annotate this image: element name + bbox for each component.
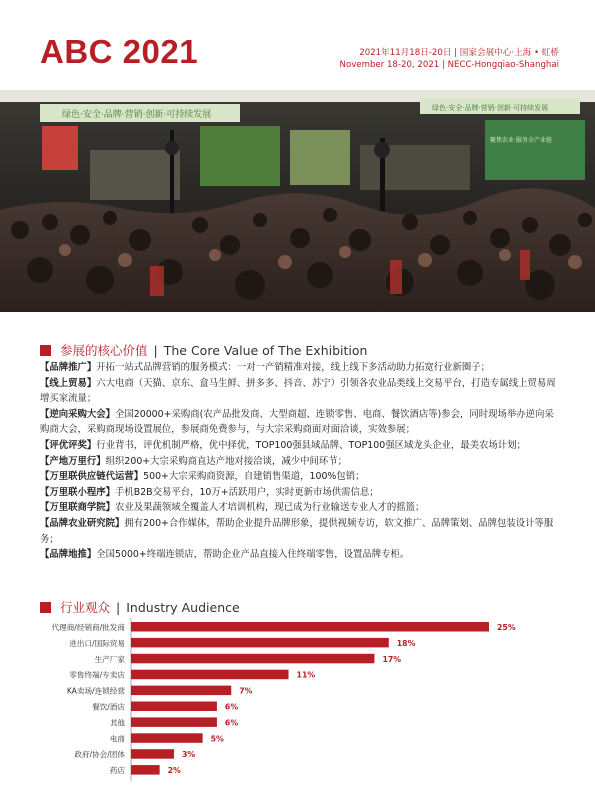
data-label: 2% [167,766,181,776]
audience-chart-svg [0,618,595,784]
bar [131,686,231,696]
core-value-item [40,360,560,376]
audience-title-en: Industry Audience [126,599,240,615]
core-value-text: 农业及果蔬领域全覆盖人才培训机构，现已成为行业输送专业人才的摇篮； [115,502,425,514]
core-value-tag: 【线上贸易】 [40,377,97,389]
core-value-tag: 【产地万里行】 [40,455,106,467]
core-value-item [40,547,560,563]
core-value-item [40,438,560,454]
event-date-venue-cn: 2021年11月18日-20日 | 国家会展中心·上海 • 虹桥 [359,48,559,58]
core-value-tag: 【品牌地推】 [40,549,97,561]
core-value-text: 全国5000+终端连锁店，帮助企业产品直接入住终端零售，设置品牌专柜。 [96,549,410,561]
core-value-tag: 【评优评奖】 [40,439,97,451]
core-value-item [40,407,560,438]
exhibition-crowd-photo [0,90,595,312]
audience-bar-chart [0,618,595,784]
bar [131,733,203,743]
core-value-text: 拥有200+合作媒体，帮助企业提升品牌形象，提供视频专访，软文推广、品牌策划、品牌包装设计等服务； [40,517,554,545]
data-label: 5% [210,734,224,744]
section-marker-square [40,345,51,356]
brand-title: ABC 2021 [40,33,199,70]
bar [131,670,289,680]
banner-text-right: 绿色·安全·品牌·营销·创新·可持续发展 [432,104,549,112]
data-label: 6% [224,702,239,712]
data-label: 25% [497,623,516,632]
core-value-list [40,360,560,563]
banner-text-left: 绿色·安全·品牌·营销·创新·可持续发展 [62,110,212,120]
core-value-text: 开拓一站式品牌营销的服务模式：一对一产销精准对接，线上线下多活动助力拓宽行业新圈子； [96,362,491,373]
audience-section-title [40,598,240,616]
bar [131,765,160,775]
category-label: 生产厂家 [94,654,125,664]
core-value-text: 六大电商（天猫、京东、盒马生鲜、拼多多、抖音、苏宁）引领各农业品类线上交易平台，打造专属线上贸易周增买家流量； [40,377,556,405]
core-value-item [40,516,560,547]
category-label: KA卖场/连锁经营 [66,686,125,696]
bar [131,622,489,632]
core-value-tag: 【逆向采购大会】 [40,408,116,420]
event-date-venue-en: November 18-20, 2021 | NECC-Hongqiao-Shanghai [339,60,559,70]
core-value-item [40,376,560,407]
data-label: 17% [382,654,402,664]
title-separator: | [153,342,158,358]
data-label: 11% [296,670,316,680]
bar [131,654,374,664]
core-value-item [40,485,560,501]
category-label: 药店 [109,766,125,776]
bar [131,749,174,759]
bar [131,702,217,712]
category-label: 餐饮/酒店 [92,702,125,712]
data-label: 6% [224,718,239,728]
core-value-title-cn: 参展的核心价值 [60,343,148,358]
banner-text-small: 聚焦农业·服务全产业链 [490,137,552,144]
event-info [340,47,559,71]
core-value-item [40,469,560,485]
category-label: 政府/协会/团体 [74,750,125,760]
core-value-title-en: The Core Value of The Exhibition [163,342,368,358]
core-value-item [40,500,560,516]
category-label: 电商 [109,734,125,744]
bar [131,638,389,648]
core-value-item [40,454,560,470]
category-label: 进出口/国际贸易 [69,638,125,648]
category-label: 其他 [109,718,125,728]
category-label: 零售终端/专卖店 [69,670,125,680]
bar [131,717,217,727]
audience-title-cn: 行业观众 [60,600,111,615]
data-label: 18% [396,638,416,648]
core-value-tag: 【万里联供应链代运营】 [40,471,144,483]
core-value-text: 手机B2B交易平台，10万+活跃用户，实时更新市场供需信息； [115,486,379,498]
core-value-text: 行业背书，评优机制严格，优中择优，TOP100强县域品牌、TOP100强区域龙头企业，最美农场计划； [96,439,526,451]
core-value-text: 500+大宗采购商资源，自建销售渠道，100%包销； [143,471,365,483]
core-value-tag: 【万里联商学院】 [40,502,116,514]
page-header [0,0,595,90]
category-label: 代理商/经销商/批发商 [51,623,125,632]
core-value-tag: 【品牌农业研究院】 [40,517,125,529]
core-value-section-title [40,341,367,359]
data-label: 7% [239,686,253,696]
core-value-tag: 【万里联小程序】 [40,486,116,498]
core-value-text: 组织200+大宗采购商直达产地对接洽谈，减少中间环节； [105,455,348,467]
core-value-tag: 【品牌推广】 [40,362,97,373]
section-marker-square [40,602,51,613]
title-separator: | [116,599,121,615]
data-label: 3% [181,750,196,760]
core-value-text: 全国20000+采购商(农产品批发商、大型商超、连锁零售、电商、餐饮酒店等)参会，同时现场举办逆向采购商大会，采购商现场设置展位，参展商免费参与，与大宗采购商面对面洽谈，实效参展； [40,408,554,436]
